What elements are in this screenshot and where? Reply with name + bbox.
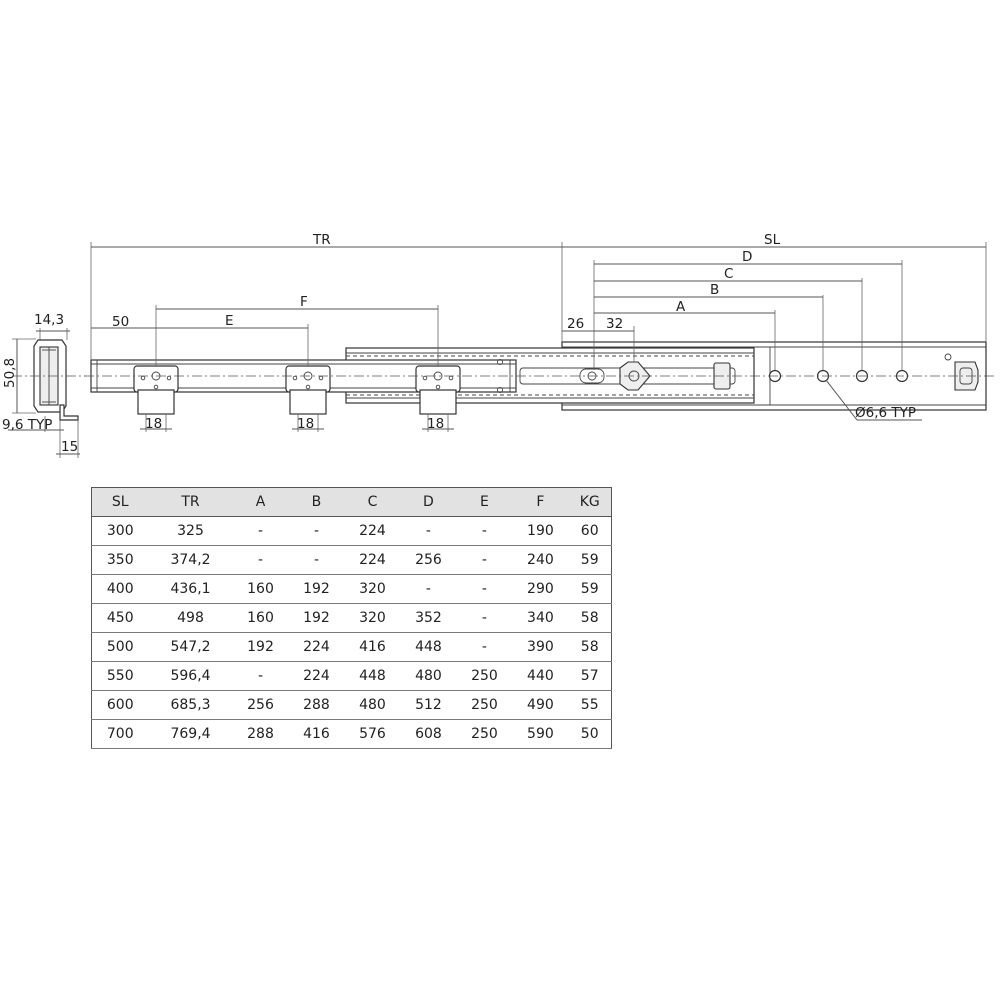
dim-26: 26 [567, 316, 585, 332]
table-cell: 224 [344, 546, 400, 575]
table-cell: 480 [344, 691, 400, 720]
table-cell: 190 [512, 517, 568, 546]
table-cell: 352 [400, 604, 456, 633]
table-cell: 769,4 [149, 720, 233, 749]
table-row [92, 546, 612, 575]
table-cell: - [233, 517, 289, 546]
table-cell: 224 [288, 662, 344, 691]
table-cell: 59 [568, 546, 611, 575]
header-c: C [344, 488, 400, 517]
table-cell: 288 [288, 691, 344, 720]
table-cell: 390 [512, 633, 568, 662]
table-cell: 550 [92, 662, 149, 691]
dim-b: B [710, 282, 720, 298]
table-cell: 436,1 [149, 575, 233, 604]
table-cell: 596,4 [149, 662, 233, 691]
table-row [92, 633, 612, 662]
dim-a: A [676, 299, 686, 315]
table-cell: 440 [512, 662, 568, 691]
dim-14-3: 14,3 [34, 312, 65, 328]
table-cell: 224 [344, 517, 400, 546]
table-cell: 288 [233, 720, 289, 749]
dim-c: C [724, 266, 734, 282]
header-d: D [400, 488, 456, 517]
table-cell: 192 [288, 604, 344, 633]
table-cell: 250 [456, 720, 512, 749]
table-row [92, 662, 612, 691]
drawer-bracket-3 [416, 366, 460, 414]
table-cell: 490 [512, 691, 568, 720]
drawer-bracket-1 [134, 366, 178, 414]
table-cell: 600 [92, 691, 149, 720]
table-cell: 192 [288, 575, 344, 604]
table-cell: 192 [233, 633, 289, 662]
table-cell: 350 [92, 546, 149, 575]
table-cell: 250 [456, 662, 512, 691]
table-cell: - [400, 517, 456, 546]
side-mounting-bracket [60, 405, 78, 420]
table-cell: 590 [512, 720, 568, 749]
table-cell: 59 [568, 575, 611, 604]
table-cell: 374,2 [149, 546, 233, 575]
table-cell: 498 [149, 604, 233, 633]
header-e: E [456, 488, 512, 517]
dim-e: E [225, 313, 234, 329]
table-cell: 160 [233, 575, 289, 604]
table-row [92, 720, 612, 749]
table-cell: 325 [149, 517, 233, 546]
header-kg: KG [568, 488, 611, 517]
table-cell: 685,3 [149, 691, 233, 720]
table-cell: 400 [92, 575, 149, 604]
table-cell: 608 [400, 720, 456, 749]
table-cell: 60 [568, 517, 611, 546]
table-cell: 448 [400, 633, 456, 662]
table-row [92, 691, 612, 720]
side-profile-view [2, 312, 86, 458]
table-row [92, 604, 612, 633]
table-cell: 256 [400, 546, 456, 575]
drawer-bracket-2 [286, 366, 330, 414]
table-cell: 224 [288, 633, 344, 662]
table-cell: 700 [92, 720, 149, 749]
dim-18-3: 18 [427, 416, 445, 432]
table-cell: 500 [92, 633, 149, 662]
table-row [92, 517, 612, 546]
table-cell: 547,2 [149, 633, 233, 662]
table-cell: - [288, 517, 344, 546]
table-row [92, 575, 612, 604]
table-cell: 448 [344, 662, 400, 691]
table-cell: - [456, 546, 512, 575]
table-cell: 480 [400, 662, 456, 691]
dim-9-6-typ: 9,6 TYP [2, 417, 53, 433]
table-cell: - [456, 604, 512, 633]
table-cell: 340 [512, 604, 568, 633]
table-cell: 57 [568, 662, 611, 691]
header-tr: TR [149, 488, 233, 517]
dim-50-8: 50,8 [2, 357, 18, 388]
table-cell: 416 [288, 720, 344, 749]
table-cell: - [233, 546, 289, 575]
table-cell: 512 [400, 691, 456, 720]
table-cell: 55 [568, 691, 611, 720]
table-cell: 576 [344, 720, 400, 749]
dim-sl: SL [764, 232, 781, 248]
table-cell: 320 [344, 604, 400, 633]
header-f: F [512, 488, 568, 517]
table-cell: - [400, 575, 456, 604]
table-cell: 290 [512, 575, 568, 604]
header-sl: SL [92, 488, 149, 517]
dim-18-2: 18 [297, 416, 315, 432]
table-cell: 58 [568, 604, 611, 633]
table-cell: 450 [92, 604, 149, 633]
table-cell: - [456, 575, 512, 604]
table-cell: 300 [92, 517, 149, 546]
table-cell: - [456, 517, 512, 546]
table-cell: 320 [344, 575, 400, 604]
table-cell: 256 [233, 691, 289, 720]
dim-50: 50 [112, 314, 130, 330]
table-cell: 160 [233, 604, 289, 633]
dim-15: 15 [61, 439, 79, 455]
table-cell: - [456, 633, 512, 662]
dim-tr: TR [313, 232, 331, 248]
table-cell: 250 [456, 691, 512, 720]
dim-f: F [300, 294, 308, 310]
specification-table [91, 487, 612, 749]
dim-d: D [742, 249, 753, 265]
table-cell: 240 [512, 546, 568, 575]
table-cell: 416 [344, 633, 400, 662]
table-cell: - [288, 546, 344, 575]
dim-18-1: 18 [145, 416, 163, 432]
header-b: B [288, 488, 344, 517]
slide-body [84, 342, 996, 414]
header-a: A [233, 488, 289, 517]
table-header-row [92, 488, 612, 517]
hole-diameter-label: Ø6,6 TYP [855, 405, 917, 421]
table-cell: 50 [568, 720, 611, 749]
table-cell: 58 [568, 633, 611, 662]
dim-32: 32 [606, 316, 624, 332]
table-cell: - [233, 662, 289, 691]
